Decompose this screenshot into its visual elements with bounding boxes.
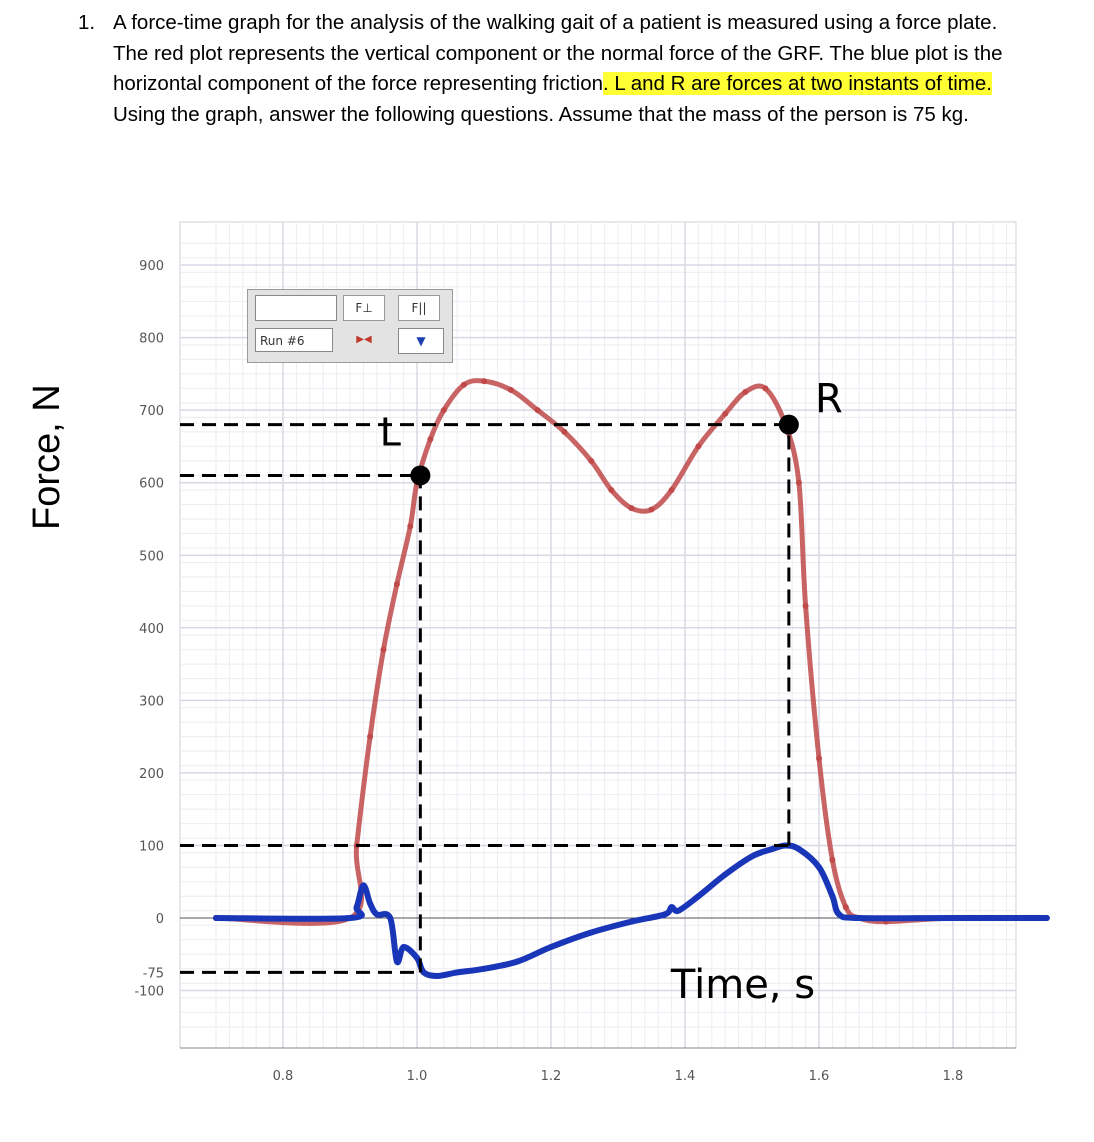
data-point — [649, 507, 655, 513]
y-tick-label: 700 — [139, 404, 164, 420]
data-point — [588, 930, 594, 936]
data-point — [695, 893, 701, 899]
x-tick-label: 1.4 — [674, 1069, 696, 1084]
marker-l — [410, 465, 430, 485]
legend-input[interactable] — [255, 295, 337, 321]
data-point — [762, 385, 768, 391]
data-point — [803, 603, 809, 609]
y-tick-label: -100 — [134, 984, 164, 1000]
data-point — [816, 755, 822, 761]
question-text-part1: A force-time graph for the analysis of the walking gait of a patient is measured using a force plate. The red plot represents the vertical component or the normal force of the GRF. The blue plot is the horizontal component of the force representing friction — [113, 11, 1003, 95]
data-point — [387, 915, 393, 921]
data-point — [722, 411, 728, 417]
data-point — [548, 944, 554, 950]
data-point — [829, 857, 835, 863]
data-point — [856, 915, 862, 921]
data-point — [213, 915, 219, 921]
data-point — [427, 436, 433, 442]
marker-r — [779, 415, 799, 435]
legend-range-icon[interactable]: ▶◀ — [356, 334, 372, 345]
data-point — [695, 443, 701, 449]
data-point — [481, 966, 487, 972]
x-tick-label: 1.8 — [942, 1069, 964, 1084]
data-point — [407, 523, 413, 529]
y-tick-label: 900 — [139, 259, 164, 275]
legend-run-label: Run #6 — [255, 328, 333, 352]
data-point — [662, 911, 668, 917]
data-point — [675, 908, 681, 914]
data-point — [769, 846, 775, 852]
data-point — [401, 944, 407, 950]
y-tick-label: 0 — [155, 912, 164, 927]
data-point — [535, 407, 541, 413]
data-point — [796, 480, 802, 486]
x-tick-label: 1.6 — [808, 1069, 830, 1084]
legend-panel — [247, 289, 453, 363]
y-tick-label: 100 — [139, 839, 164, 855]
label-r: R — [814, 376, 843, 423]
legend-col-friction[interactable]: F|| — [398, 295, 440, 321]
data-point — [454, 969, 460, 975]
data-point — [360, 882, 366, 888]
legend-col-normal[interactable]: F⊥ — [343, 295, 385, 321]
data-point — [950, 915, 956, 921]
y-tick-label: -75 — [142, 966, 164, 982]
y-tick-label: 300 — [139, 694, 164, 710]
data-point — [394, 959, 400, 965]
question-text-part2: Using the graph, answer the following questions. Assume that the mass of the person is 75 kg. — [113, 102, 969, 126]
data-point — [669, 904, 675, 910]
data-point — [508, 387, 514, 393]
y-tick-label: 400 — [139, 621, 164, 637]
x-tick-label: 1.2 — [540, 1069, 562, 1084]
x-tick-label: 1.0 — [406, 1069, 428, 1084]
data-point — [561, 429, 567, 435]
data-point — [394, 581, 400, 587]
y-tick-label: 500 — [139, 549, 164, 565]
data-point — [481, 378, 487, 384]
question-number: 1. — [78, 11, 96, 34]
data-point — [1044, 915, 1050, 921]
data-point — [461, 382, 467, 388]
x-axis-label: Time, s — [670, 962, 816, 1008]
data-point — [669, 487, 675, 493]
question-highlight: . L and R are forces at two instants of time. — [603, 72, 992, 95]
data-point — [749, 853, 755, 859]
data-point — [374, 911, 380, 917]
data-point — [722, 871, 728, 877]
data-point — [829, 893, 835, 899]
data-point — [796, 846, 802, 852]
data-point — [843, 904, 849, 910]
data-point — [354, 904, 360, 910]
legend-dropdown-icon[interactable]: ▼ — [398, 328, 444, 354]
data-point — [816, 864, 822, 870]
x-tick-label: 0.8 — [272, 1069, 294, 1084]
data-point — [367, 900, 373, 906]
y-axis-label: Force, N — [26, 384, 68, 530]
y-tick-label: 600 — [139, 476, 164, 492]
data-point — [381, 647, 387, 653]
data-point — [742, 389, 748, 395]
data-point — [608, 487, 614, 493]
data-point — [347, 915, 353, 921]
data-point — [628, 919, 634, 925]
data-point — [836, 911, 842, 917]
data-point — [441, 407, 447, 413]
y-tick-label: 200 — [139, 766, 164, 782]
label-l: L — [379, 410, 401, 455]
y-tick-label: 800 — [139, 331, 164, 347]
data-point — [588, 458, 594, 464]
data-point — [628, 505, 634, 511]
data-point — [434, 973, 440, 979]
data-point — [515, 959, 521, 965]
data-point — [367, 734, 373, 740]
